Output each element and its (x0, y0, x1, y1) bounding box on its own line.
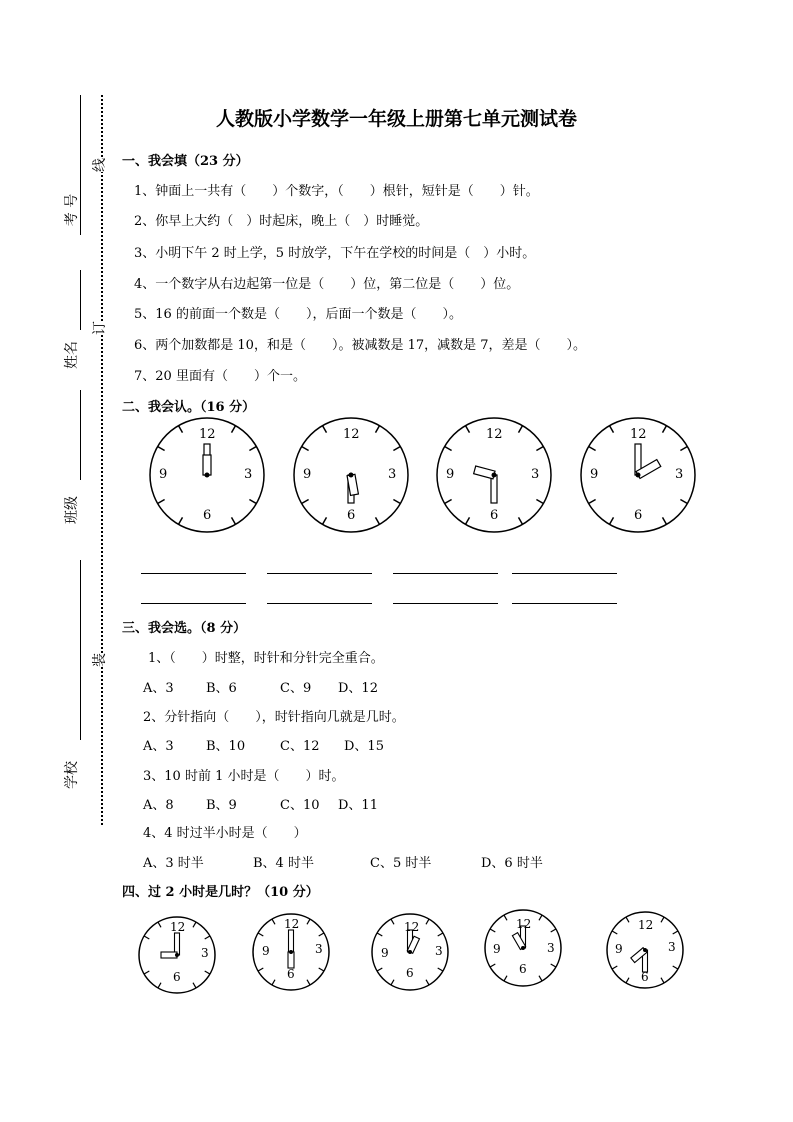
section1-q4: 4、一个数字从右边起第一位是（ ）位，第二位是（ ）位。 (134, 277, 520, 292)
s4c2-num-9: 9 (262, 944, 270, 958)
s3-q1-opt-a[interactable]: A、3 (143, 681, 174, 696)
page-title: 人教版小学数学一年级上册第七单元测试卷 (215, 108, 577, 130)
s3-q4: 4、4 时过半小时是（ ） (143, 826, 307, 841)
s3-q4-opt-b[interactable]: B、4 时半 (253, 856, 314, 871)
s3-q1-opt-b[interactable]: B、6 (206, 681, 237, 696)
s4c1-num-6: 6 (173, 970, 181, 984)
s3-q1-opt-d[interactable]: D、12 (338, 681, 378, 696)
binding-xian: 线 (89, 158, 109, 172)
section1-q3: 3、小明下午 2 时上学，5 时放学，下午在学校的时间是（ ）小时。 (134, 246, 536, 261)
s3-q3-opt-c[interactable]: C、10 (280, 798, 320, 813)
s3-q2-opt-c[interactable]: C、12 (280, 739, 320, 754)
clock1-num-12: 12 (199, 427, 216, 442)
class-label: 班级 (64, 496, 80, 524)
clock4-num-6: 6 (634, 508, 643, 523)
clock1-num-3: 3 (244, 467, 253, 482)
section1-q2: 2、你早上大约（ ）时起床，晚上（ ）时睡觉。 (134, 214, 429, 229)
s4c4-num-3: 3 (547, 941, 555, 955)
s3-q1-opt-c[interactable]: C、9 (280, 681, 312, 696)
clock3-num-9: 9 (446, 467, 455, 482)
s3-q2-opt-d[interactable]: D、15 (344, 739, 384, 754)
clock3-num-3: 3 (531, 467, 540, 482)
s4c2-num-6: 6 (287, 967, 295, 981)
answer-line[interactable] (267, 573, 372, 574)
s4c3-num-6: 6 (406, 966, 414, 980)
clock4-num-12: 12 (630, 427, 647, 442)
clock2-num-9: 9 (303, 467, 312, 482)
s4c3-num-12: 12 (404, 920, 420, 934)
answer-line[interactable] (393, 603, 498, 604)
exam-no-label: 考 号 (64, 193, 81, 227)
answer-line[interactable] (141, 603, 246, 604)
s3-q3: 3、10 时前 1 小时是（ ）时。 (143, 769, 345, 784)
section4-heading: 四、过 2 小时是几时？（10 分） (122, 885, 319, 900)
s3-q1: 1、（ ）时整，时针和分针完全重合。 (148, 651, 384, 666)
clock2-num-3: 3 (388, 467, 397, 482)
binding-zhuang: 装 (89, 653, 109, 667)
school-label: 学校 (64, 761, 80, 789)
s3-q3-opt-d[interactable]: D、11 (338, 798, 378, 813)
s4c5-num-6: 6 (641, 970, 649, 984)
clock4-num-3: 3 (675, 467, 684, 482)
answer-line[interactable] (267, 603, 372, 604)
clock1-num-6: 6 (203, 508, 212, 523)
section1-q6: 6、两个加数都是 10，和是（ ）。被减数是 17，减数是 7，差是（ ）。 (134, 338, 587, 353)
clock4-num-9: 9 (590, 467, 599, 482)
answer-line[interactable] (512, 573, 617, 574)
clock3-num-6: 6 (490, 508, 499, 523)
s3-q2: 2、分针指向（ ），时针指向几就是几时。 (143, 710, 405, 725)
s3-q3-opt-b[interactable]: B、9 (206, 798, 237, 813)
s4c3-num-9: 9 (381, 946, 389, 960)
s4c4-num-12: 12 (516, 917, 532, 931)
clock3-num-12: 12 (486, 427, 503, 442)
s4c5-num-9: 9 (615, 942, 623, 956)
section1-q1: 1、钟面上一共有（ ）个数字，（ ）根针，短针是（ ）针。 (134, 184, 539, 199)
clock2-num-6: 6 (347, 508, 356, 523)
s4c2-num-3: 3 (315, 942, 323, 956)
s4c5-num-3: 3 (668, 940, 676, 954)
s3-q4-opt-c[interactable]: C、5 时半 (370, 856, 432, 871)
s3-q4-opt-d[interactable]: D、6 时半 (481, 856, 543, 871)
s3-q4-opt-a[interactable]: A、3 时半 (143, 856, 204, 871)
answer-line[interactable] (512, 603, 617, 604)
s4c1-num-3: 3 (201, 946, 209, 960)
s3-q2-opt-b[interactable]: B、10 (206, 739, 246, 754)
s3-q2-opt-a[interactable]: A、3 (143, 739, 174, 754)
s4c3-num-3: 3 (435, 944, 443, 958)
s4c1-num-12: 12 (170, 920, 186, 934)
section3-heading: 三、我会选。（8 分） (122, 621, 247, 636)
binding-ding: 订 (89, 321, 109, 335)
section1-q7: 7、20 里面有（ ）个一。 (134, 369, 306, 384)
section1-heading: 一、我会填（23 分） (122, 154, 249, 169)
s4c4-num-9: 9 (493, 942, 501, 956)
s4c4-num-6: 6 (519, 962, 527, 976)
s3-q3-opt-a[interactable]: A、8 (143, 798, 174, 813)
s4c5-num-12: 12 (638, 918, 654, 932)
s4c2-num-12: 12 (284, 917, 300, 931)
section1-q5: 5、16 的前面一个数是（ ），后面一个数是（ ）。 (134, 307, 462, 322)
answer-line[interactable] (141, 573, 246, 574)
clock2-num-12: 12 (343, 427, 360, 442)
clock1-num-9: 9 (159, 467, 168, 482)
name-label: 姓名 (64, 341, 80, 369)
answer-line[interactable] (393, 573, 498, 574)
section2-heading: 二、我会认。（16 分） (122, 400, 256, 415)
